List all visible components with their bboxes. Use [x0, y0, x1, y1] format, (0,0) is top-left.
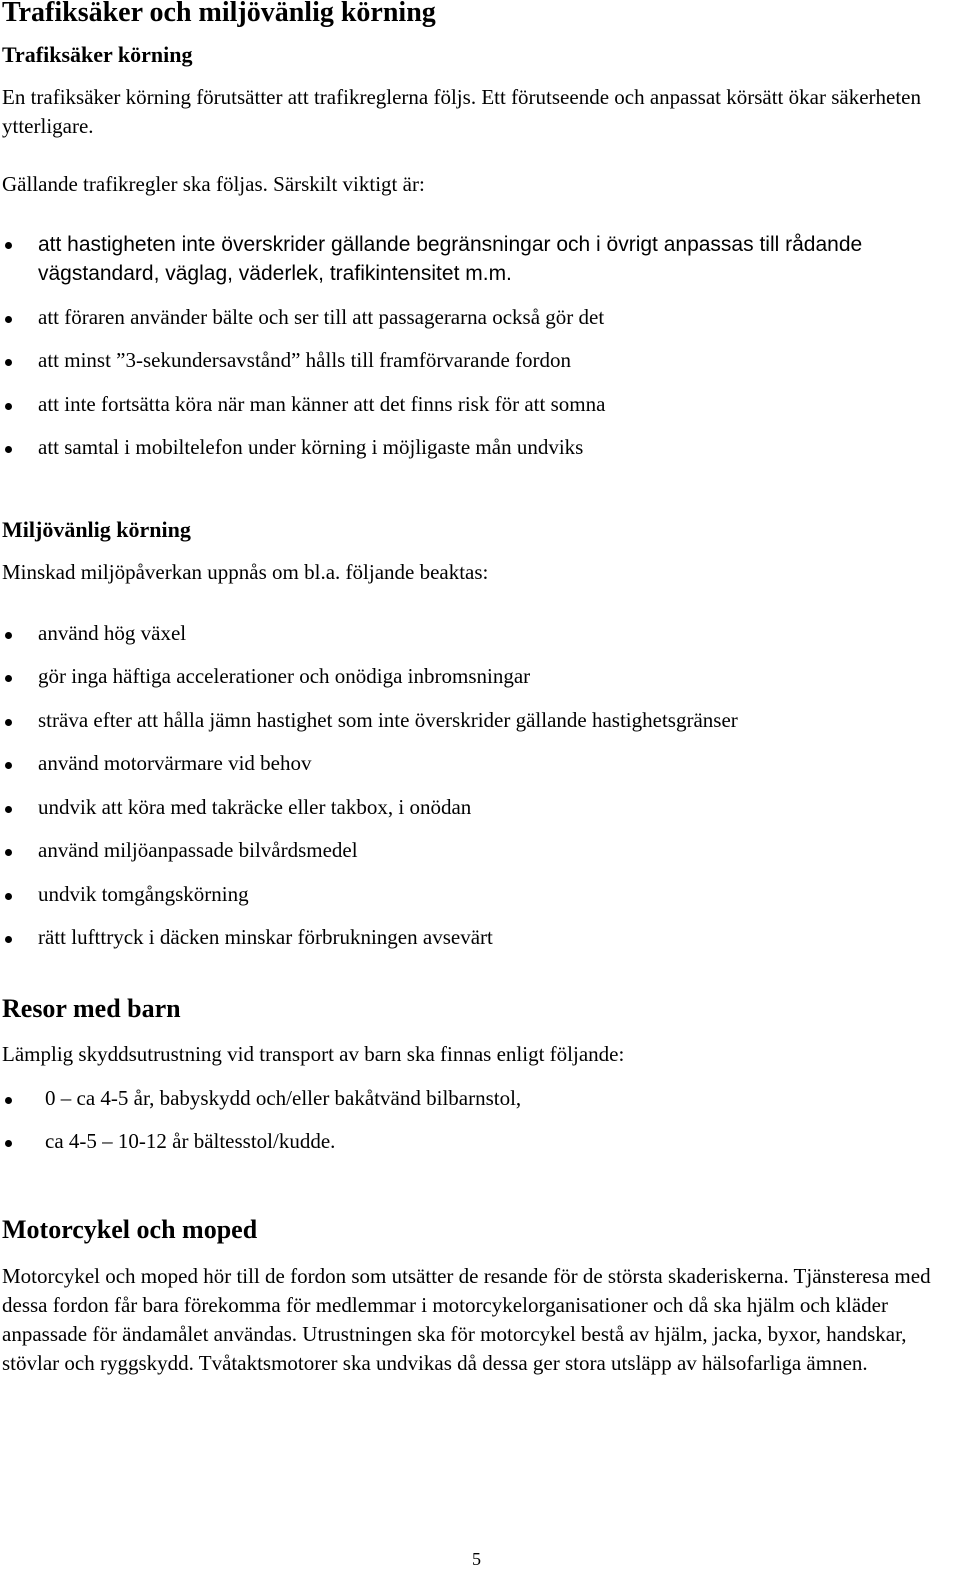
bullet-icon [5, 719, 12, 726]
section-heading-children: Resor med barn [2, 994, 181, 1023]
bullet-icon [5, 242, 12, 249]
bullet-icon [5, 446, 12, 453]
children-intro: Lämplig skyddsutrustning vid transport av barn ska finnas enligt följande: [2, 1042, 625, 1066]
bullet-icon [5, 936, 12, 943]
bullet-icon [5, 316, 12, 323]
traffic-rules-intro: Gällande trafikregler ska följas. Särskilt viktigt är: [2, 172, 425, 196]
bullet-icon [5, 632, 12, 639]
list-item: att inte fortsätta köra när man känner att det finns risk för att somna [38, 392, 606, 416]
list-item: använd hög växel [38, 621, 187, 645]
eco-driving-intro: Minskad miljöpåverkan uppnås om bl.a. följande beaktas: [2, 560, 489, 584]
list-item: sträva efter att hålla jämn hastighet som inte överskrider gällande hastighetsgränser [38, 708, 738, 732]
motorcycle-body: Motorcykel och moped hör till de fordon som utsätter de resande för de största skaderiskerna. Tjänsteresa med dessa fordon får bara förekomma för medlemmar i motorcykelorganisationer och då ska hjälm och kläder anpassade för ändamålet användas. Utrustningen ska för motorcykel bestå av hjälm, jacka, byxor, handskar, stövlar och ryggskydd. Tvåtaktsmotorer ska undvikas då dessa ger stora utsläpp av hälsofarliga ämnen. [2, 1264, 931, 1375]
bullet-icon [5, 849, 12, 856]
bullet-icon [5, 1140, 12, 1147]
bullet-icon [5, 403, 12, 410]
list-item: 0 – ca 4-5 år, babyskydd och/eller bakåtvänd bilbarnstol, [45, 1086, 522, 1110]
list-item: undvik tomgångskörning [38, 882, 249, 906]
page-number: 5 [472, 1549, 481, 1569]
list-item: använd miljöanpassade bilvårdsmedel [38, 838, 358, 862]
section-heading-motorcycle: Motorcykel och moped [2, 1215, 258, 1244]
main-title: Trafiksäker och miljövänlig körning [2, 0, 436, 28]
bullet-icon [5, 1097, 12, 1104]
section-heading-eco-driving: Miljövänlig körning [2, 517, 191, 542]
list-item: ca 4-5 – 10-12 år bältesstol/kudde. [45, 1129, 336, 1153]
section-heading-traffic-safety: Trafiksäker körning [2, 42, 193, 67]
bullet-icon [5, 675, 12, 682]
bullet-icon [5, 762, 12, 769]
list-item: gör inga häftiga accelerationer och onödiga inbromsningar [38, 664, 531, 688]
list-item: använd motorvärmare vid behov [38, 751, 312, 775]
list-item: att samtal i mobiltelefon under körning i möjligaste mån undviks [38, 435, 584, 459]
list-item: undvik att köra med takräcke eller takbox, i onödan [38, 795, 472, 819]
bullet-icon [5, 893, 12, 900]
traffic-safety-intro: En trafiksäker körning förutsätter att trafikreglerna följs. Ett förutseende och anpassat körsätt ökar säkerheten ytterligare. [2, 85, 921, 138]
list-item: att hastigheten inte överskrider gällande begränsningar och i övrigt anpassas till rådande vägstandard, väglag, väderlek, trafikintensitet m.m. [38, 233, 863, 285]
list-item: att föraren använder bälte och ser till att passagerarna också gör det [38, 305, 605, 329]
bullet-icon [5, 359, 12, 366]
list-item: rätt lufttryck i däcken minskar förbrukningen avsevärt [38, 925, 493, 949]
bullet-icon [5, 806, 12, 813]
list-item: att minst ”3-sekundersavstånd” hålls till framförvarande fordon [38, 348, 571, 372]
